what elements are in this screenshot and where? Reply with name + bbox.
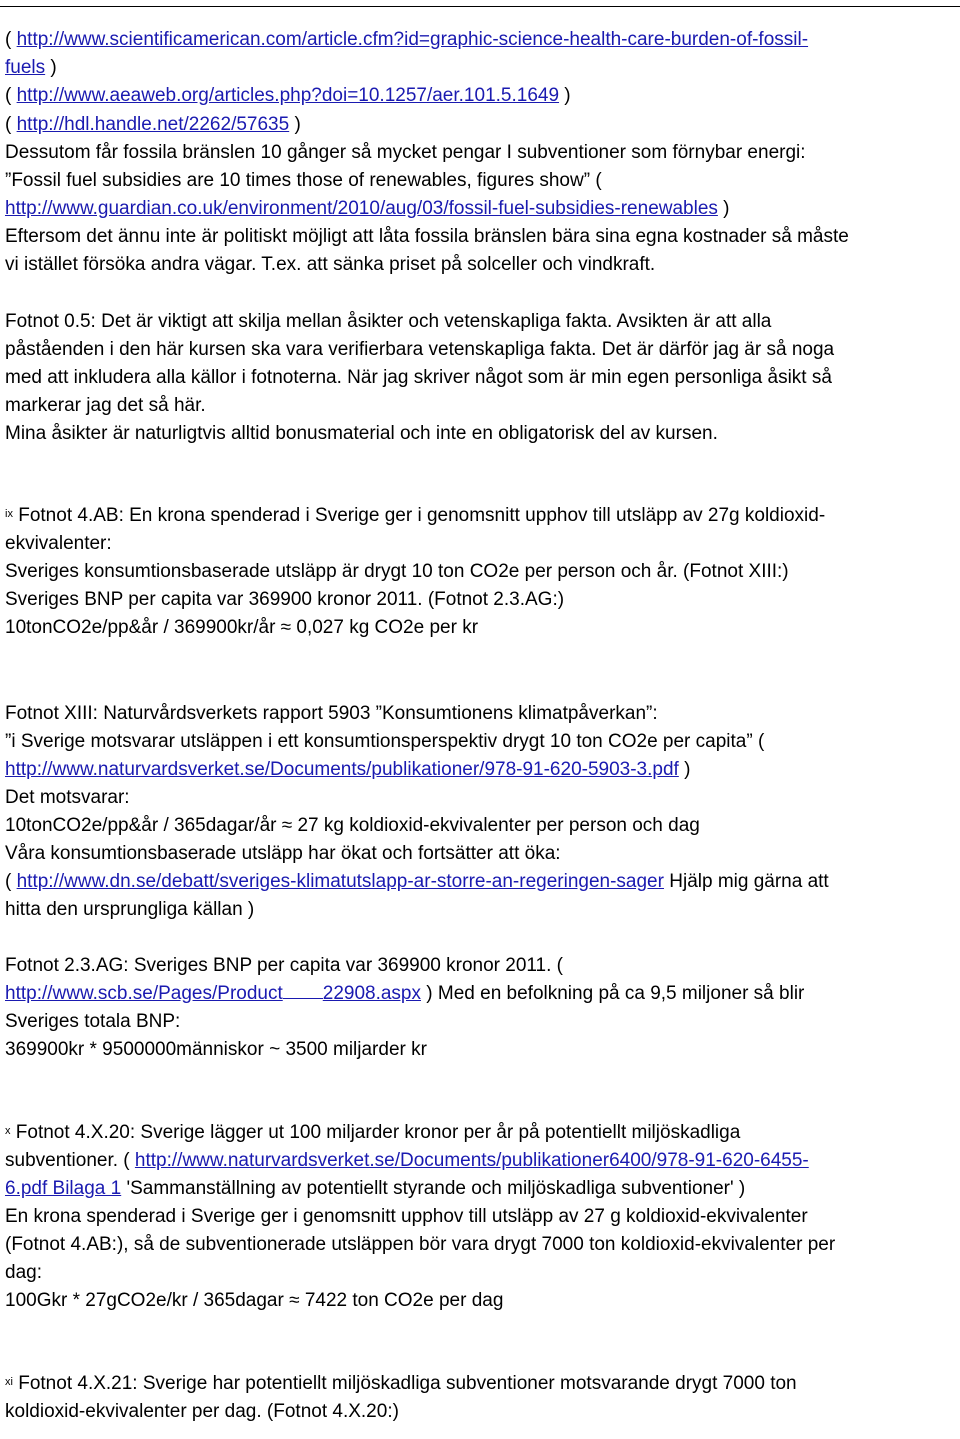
hyperlink[interactable]: http://hdl.handle.net/2262/57635 xyxy=(16,114,290,135)
line-text: hitta den ursprungliga källan ) xyxy=(5,899,255,920)
line-text: Fotnot XIII: Naturvårdsverkets rapport 5903 ”Konsumtionens klimatpåverkan”: xyxy=(5,703,658,724)
text-line xyxy=(5,113,301,137)
text-line xyxy=(5,1233,835,1257)
text-line xyxy=(5,56,57,80)
text-line xyxy=(5,560,789,584)
text-line xyxy=(5,1205,808,1229)
text-line xyxy=(5,1400,399,1424)
line-text: Det motsvarar: xyxy=(5,787,130,808)
line-text: ( xyxy=(5,871,17,892)
line-text: Eftersom det ännu inte är politiskt möjligt att låta fossila bränslen bära sina egna kostnader så måste xyxy=(5,226,849,247)
line-text: subventioner. ( xyxy=(5,1150,135,1171)
line-text: Våra konsumtionsbaserade utsläpp har ökat och fortsätter att öka: xyxy=(5,843,561,864)
text-line xyxy=(5,730,764,754)
line-text: ( xyxy=(5,29,17,50)
line-text: ( xyxy=(5,85,17,106)
line-text: Dessutom får fossila bränslen 10 gånger så mycket pengar I subventioner som förnybar energi: xyxy=(5,142,806,163)
text-line xyxy=(5,1010,180,1034)
line-text: ekvivalenter: xyxy=(5,533,112,554)
line-text: 100Gkr * 27gCO2e/kr / 365dagar ≈ 7422 ton CO2e per dag xyxy=(5,1290,504,1311)
line-text-after: ) xyxy=(45,57,57,78)
top-rule xyxy=(0,6,960,7)
text-line xyxy=(5,702,658,726)
text-line xyxy=(5,28,808,52)
line-text: med att inkludera alla källor i fotnoterna. När jag skriver något som är min egen personliga åsikt så xyxy=(5,367,832,388)
line-text: ”Fossil fuel subsidies are 10 times those of renewables, figures show” ( xyxy=(5,170,602,191)
line-text: Sveriges totala BNP: xyxy=(5,1011,181,1032)
link-gap xyxy=(283,998,323,999)
text-line xyxy=(5,786,130,810)
text-line xyxy=(5,616,478,640)
text-line xyxy=(5,1121,740,1145)
text-line xyxy=(5,1289,503,1313)
hyperlink[interactable]: 22908.aspx xyxy=(322,983,421,1004)
text-line xyxy=(5,504,825,528)
text-line xyxy=(5,898,254,922)
line-text: påståenden i den här kursen ska vara verifierbara vetenskapliga fakta. Det är därför jag är så noga xyxy=(5,339,835,360)
text-line xyxy=(5,253,655,277)
line-text: markerar jag det så här. xyxy=(5,395,206,416)
line-text: En krona spenderad i Sverige ger i genomsnitt upphov till utsläpp av 27 g koldioxid-ekvivalenter xyxy=(5,1206,808,1227)
hyperlink[interactable]: fuels xyxy=(5,57,46,78)
line-text: Mina åsikter är naturligtvis alltid bonusmaterial och inte en obligatorisk del av kursen. xyxy=(5,423,718,444)
text-line xyxy=(5,870,829,894)
hyperlink[interactable]: 6.pdf Bilaga 1 xyxy=(5,1178,122,1199)
text-line xyxy=(5,842,561,866)
text-line xyxy=(5,1149,809,1173)
hyperlink[interactable]: http://www.aeaweb.org/articles.php?doi=10.1257/aer.101.5.1649 xyxy=(16,85,560,106)
text-line xyxy=(5,814,700,838)
text-line xyxy=(5,225,849,249)
line-text-after: Hjälp mig gärna att xyxy=(663,871,829,892)
line-text-after: ) Med en befolkning på ca 9,5 miljoner så blir xyxy=(421,983,805,1004)
line-text: Fotnot 4.X.21: Sverige har potentiellt miljöskadliga subventioner motsvarande drygt 7000 ton xyxy=(12,1373,797,1394)
line-text-after: ) xyxy=(559,85,571,106)
text-line xyxy=(5,169,602,193)
text-line xyxy=(5,197,730,221)
text-line xyxy=(5,338,834,362)
text-line xyxy=(5,982,804,1006)
text-line xyxy=(5,1177,745,1201)
line-text: koldioxid-ekvivalenter per dag. (Fotnot 4.X.20:) xyxy=(5,1401,399,1422)
line-text-after: ) xyxy=(717,198,730,219)
line-text-after: ) xyxy=(678,759,691,780)
text-line xyxy=(5,310,771,334)
hyperlink[interactable]: http://www.scb.se/Pages/Product xyxy=(5,983,283,1004)
hyperlink[interactable]: http://www.dn.se/debatt/sveriges-klimatutslapp-ar-storre-an-regeringen-sager xyxy=(16,871,664,892)
hyperlink[interactable]: http://www.naturvardsverket.se/Documents/publikationer/978-91-620-5903-3.pdf xyxy=(5,759,679,780)
line-text: (Fotnot 4.AB:), så de subventionerade utsläppen bör vara drygt 7000 ton koldioxid-ekvivalenter per xyxy=(5,1234,836,1255)
line-text: Sveriges konsumtionsbaserade utsläpp är drygt 10 ton CO2e per person och år. (Fotnot XIII:) xyxy=(5,561,789,582)
text-line xyxy=(5,141,806,165)
line-text: 10tonCO2e/pp&år / 365dagar/år ≈ 27 kg koldioxid-ekvivalenter per person och dag xyxy=(5,815,700,836)
hyperlink[interactable]: http://www.naturvardsverket.se/Documents/publikationer6400/978-91-620-6455- xyxy=(134,1150,809,1171)
text-line xyxy=(5,1038,427,1062)
footnote-marker: x xyxy=(5,1125,11,1137)
line-text: 10tonCO2e/pp&år / 369900kr/år ≈ 0,027 kg CO2e per kr xyxy=(5,617,479,638)
text-line xyxy=(5,758,690,782)
text-line xyxy=(5,366,832,390)
hyperlink[interactable]: http://www.guardian.co.uk/environment/2010/aug/03/fossil-fuel-subsidies-renewables xyxy=(5,198,718,219)
text-line xyxy=(5,422,718,446)
text-line xyxy=(5,588,564,612)
text-line xyxy=(5,1372,797,1396)
line-text: ”i Sverige motsvarar utsläppen i ett konsumtionsperspektiv drygt 10 ton CO2e per capita” ( xyxy=(5,731,765,752)
hyperlink[interactable]: http://www.scientificamerican.com/article.cfm?id=graphic-science-health-care-burden-of-fossil- xyxy=(16,29,809,50)
text-line xyxy=(5,84,571,108)
line-text: ( xyxy=(5,114,17,135)
footnote-marker: ix xyxy=(5,508,13,520)
text-line xyxy=(5,394,206,418)
line-text: Fotnot 4.AB: En krona spenderad i Sverige ger i genomsnitt upphov till utsläpp av 27g koldioxid- xyxy=(12,505,826,526)
line-text: dag: xyxy=(5,1262,42,1283)
line-text: vi istället försöka andra vägar. T.ex. att sänka priset på solceller och vindkraft. xyxy=(5,254,656,275)
line-text: 369900kr * 9500000människor ~ 3500 miljarder kr xyxy=(5,1039,427,1060)
line-text: Fotnot 0.5: Det är viktigt att skilja mellan åsikter och vetenskapliga fakta. Avsikten är att alla xyxy=(5,311,772,332)
line-text: Sveriges BNP per capita var 369900 kronor 2011. (Fotnot 2.3.AG:) xyxy=(5,589,565,610)
text-line xyxy=(5,532,112,556)
line-text: Fotnot 2.3.AG: Sveriges BNP per capita var 369900 kronor 2011. ( xyxy=(5,955,563,976)
text-line xyxy=(5,954,563,978)
line-text-after: ) xyxy=(289,114,301,135)
footnote-marker: xi xyxy=(5,1376,13,1388)
line-text-after: 'Sammanställning av potentiellt styrande och miljöskadliga subventioner' ) xyxy=(121,1178,746,1199)
text-line xyxy=(5,1261,42,1285)
line-text: Fotnot 4.X.20: Sverige lägger ut 100 miljarder kronor per år på potentiellt miljöskadliga xyxy=(10,1122,741,1143)
